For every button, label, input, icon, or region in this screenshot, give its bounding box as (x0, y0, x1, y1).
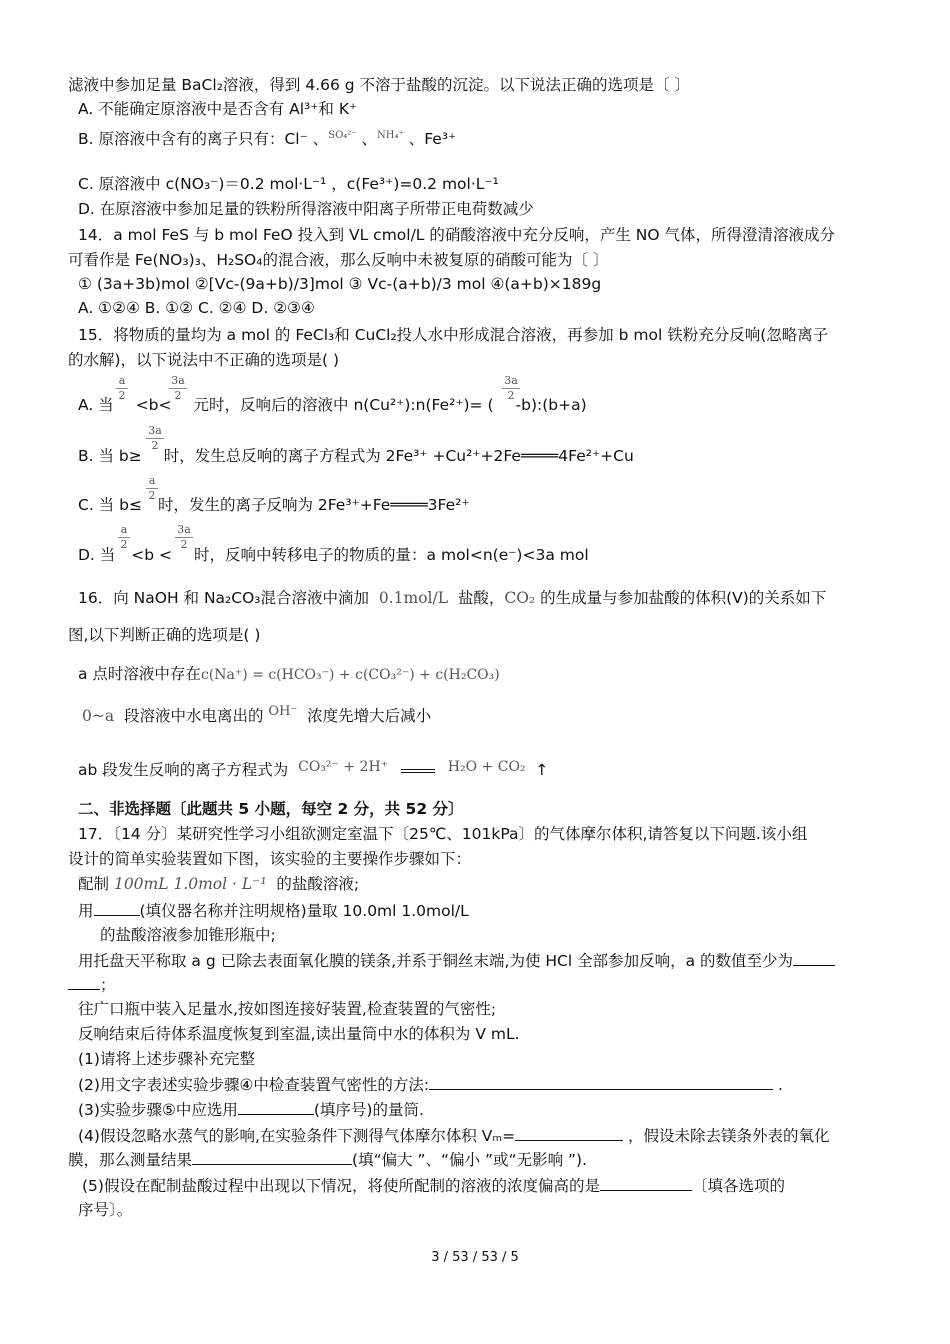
hydroxide-formula: OH⁻ (268, 704, 298, 719)
q17-step-5: 反响结束后待体系温度恢复到室温,读出量筒中水的体积为 V mL. (78, 1025, 520, 1043)
q17-sub-4-cont: 膜，那么测量结果 (填“偏大 ”、“偏小 ”或“无影响 ”). (68, 1151, 587, 1169)
fraction-a-over-2: a 2 (146, 475, 158, 501)
q17-sub-5-cont: 序号〕。 (78, 1201, 133, 1219)
q14-stem-line-2: 可看作是 Fe(NO₃)₃、H₂SO₄的混合液，那么反响中未被复原的硝酸可能为〔 〕 (68, 251, 609, 269)
q17-step-2-cont: 的盐酸溶液参加锥形瓶中; (100, 926, 276, 944)
q17-step-2: 用 (填仪器名称并注明规格)量取 10.0ml 1.0mol/L (78, 902, 469, 920)
equals-sign (401, 769, 435, 773)
q15-option-d: D. 当 <b < 时，反响中转移电子的物质的量：a mol<n(e⁻)<3a mol (78, 546, 589, 564)
q17-sub-4: (4)假设忽略水蒸气的影响,在实验条件下测得气体摩尔体积 Vₘ= ，假设未除去镁条外表的氧化 (78, 1127, 830, 1145)
page-footer: 3 / 53 / 53 / 5 (431, 1250, 519, 1265)
q17-sub-3: (3)实验步骤⑤中应选用 (填序号)的量筒. (78, 1101, 424, 1119)
q13-option-d: D. 在原溶液中参加足量的铁粉所得溶液中阳离子所带正电荷数减少 (78, 200, 534, 218)
gas-up-arrow: ↑ (535, 761, 549, 779)
sulfate-formula: SO₄²⁻ (328, 130, 357, 141)
q16-statement-3: ab 段发生反响的离子方程式为 CO₃²⁻ + 2H⁺ H₂O + CO₂ ↑ (78, 759, 549, 779)
co2-formula: CO₂ (504, 589, 536, 607)
q17-stem-line-2: 设计的简单实验装置如下图，该实验的主要操作步骤如下： (68, 850, 472, 868)
answer-blank[interactable] (515, 1126, 623, 1141)
q16-statement-2: 0~a 段溶液中水电离出的 $^{OH^-}$ 浓度先增大后减小 (82, 704, 432, 725)
fraction-a-over-2: a 2 (118, 524, 130, 550)
q17-sub-5: (5)假设在配制盐酸过程中出现以下情况，将使所配制的溶液的浓度偏高的是 〔填各选项的 (82, 1177, 785, 1195)
q14-choices: ① (3a+3b)mol ②[Vc-(9a+b)/3]mol ③ Vc-(a+b)/3 mol ④(a+b)×189g (78, 275, 602, 293)
answer-blank[interactable] (192, 1150, 352, 1165)
ionic-equation-left: CO₃²⁻ + 2H⁺ (298, 759, 389, 775)
q15-option-b: B. 当 b≥ 时，发生总反响的离子方程式为 2Fe³⁺ +Cu²⁺+2Fe════4Fe²⁺+Cu (78, 447, 634, 465)
charge-balance-equation: c(Na⁺) = c(HCO₃⁻) + c(CO₃²⁻) + c(H₂CO₃) (200, 667, 500, 683)
q17-sub-2: (2)用文字表述实验步骤④中检查装置气密性的方法: . (78, 1076, 783, 1094)
q13-stem-line: 滤液中参加足量 BaCl₂溶液，得到 4.66 g 不溶于盐酸的沉淀。以下说法正确的选项是〔 〕 (68, 76, 690, 94)
q17-step-4: 往广口瓶中装入足量水,按如图连接好装置,检查装置的气密性; (78, 1000, 497, 1018)
q17-stem-line-1: 17．〔14 分〕某研究性学习小组欲测定室温下〔25℃、101kPa〕的气体摩尔体积,请答复以下问题.该小组 (78, 825, 808, 843)
q17-step-3: 用托盘天平称取 a g 已除去表面氧化膜的镁条,并系于铜丝末端,为使 HCl 全部参加反响，a 的数值至少为 (78, 951, 835, 971)
fraction-3a-over-2: 3a 2 (502, 375, 520, 401)
q17-step-3-cont: ； (68, 975, 116, 995)
q14-answers: A. ①②④ B. ①② C. ②④ D. ②③④ (78, 299, 315, 317)
q16-stem-line-1: 16．向 NaOH 和 Na₂CO₃混合溶液中滴加 0.1mol/L 盐酸，CO₂ 的生成量与参加盐酸的体积(V)的关系如下 (78, 589, 827, 607)
q15-stem-line-2: 的水解)，以下说法中不正确的选项是( ) (68, 351, 340, 369)
answer-blank[interactable] (238, 1100, 314, 1115)
fraction-3a-over-2: 3a 2 (175, 524, 193, 550)
q15-stem-line-1: 15．将物质的量均为 a mol 的 FeCl₃和 CuCl₂投人水中形成混合溶液，再参加 b mol 铁粉充分反响(忽略离子 (78, 326, 829, 344)
fraction-3a-over-2: 3a 2 (169, 375, 187, 401)
ammonium-formula: NH₄⁺ (377, 130, 404, 141)
answer-blank[interactable] (600, 1176, 692, 1191)
q17-sub-1: (1)请将上述步骤补充完整 (78, 1050, 255, 1068)
answer-blank[interactable] (793, 951, 835, 966)
answer-blank[interactable] (68, 975, 100, 990)
solution-spec: 100mL 1.0mol · L⁻¹ (113, 875, 267, 893)
q14-stem-line-1: 14．a mol FeS 与 b mol FeO 投入到 VL cmol/L 的硝酸溶液中充分反响，产生 NO 气体，所得澄清溶液成分 (78, 226, 836, 244)
q13-option-c: C. 原溶液中 c(NO₃⁻)＝0.2 mol·L⁻¹ ，c(Fe³⁺)=0.2 mol·L⁻¹ (78, 175, 499, 193)
fraction-3a-over-2: 3a 2 (146, 425, 164, 451)
section-2-heading: 二、非选择题〔此题共 5 小题，每空 2 分，共 52 分〕 (78, 800, 464, 818)
q16-statement-1: a 点时溶液中存在c(Na⁺) = c(HCO₃⁻) + c(CO₃²⁻) + c(H₂CO₃) (78, 665, 500, 683)
q15-option-c: C. 当 b≤ 时，发生的离子反响为 2Fe³⁺+Fe════3Fe²⁺ (78, 496, 470, 514)
fraction-a-over-2: a 2 (116, 375, 128, 401)
q15-option-a: A. 当 <b< 元时，反响后的溶液中 n(Cu²⁺):n(Fe²⁺)= ( -b):(b+a) (78, 396, 587, 414)
q13-option-a: A. 不能确定原溶液中是否含有 Al³⁺和 K⁺ (78, 100, 358, 118)
concentration-formula: 0.1mol/L (378, 589, 449, 607)
answer-blank[interactable] (429, 1075, 773, 1090)
q16-stem-line-2: 图,以下判断正确的选项是( ) (68, 626, 261, 644)
ionic-equation-right: H₂O + CO₂ (447, 759, 526, 775)
answer-blank[interactable] (94, 901, 140, 916)
q13-option-b: B. 原溶液中含有的离子只有：Cl⁻ 、$^{SO_4^{2-}}$ 、$^{NH_4^+}$ 、Fe³⁺ (78, 130, 457, 148)
q17-step-1: 配制 100mL 1.0mol · L⁻¹ 的盐酸溶液; (78, 875, 360, 893)
